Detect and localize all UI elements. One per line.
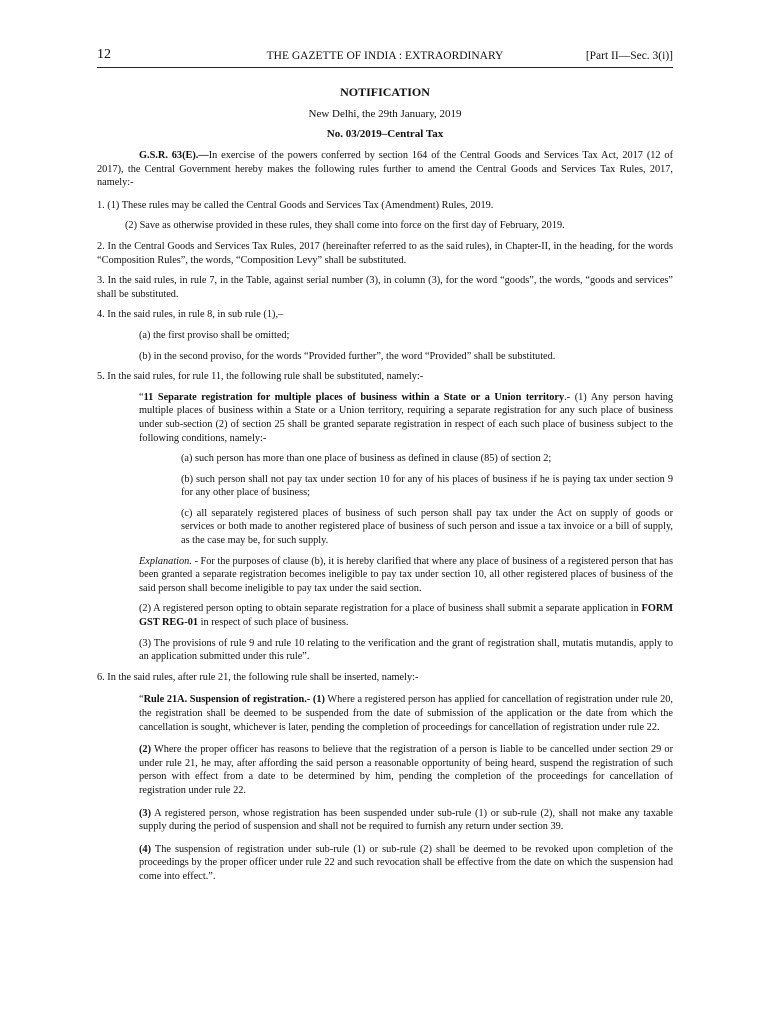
rule-1-1: 1. (1) These rules may be called the Central Goods and Services Tax (Amendment) Rules, 2019.: [97, 199, 494, 211]
subrule-number: (4): [139, 843, 152, 855]
rule-4-b: (b) in the second proviso, for the words “Provided further”, the word “Provided” shall be substituted.: [139, 350, 556, 362]
section-ref: [Part II—Sec. 3(i)]: [585, 50, 673, 62]
rule-21a-2: [97, 743, 673, 797]
rule-11-intro: [97, 391, 673, 445]
explanation-text: - For the purposes of clause (b), it is hereby clarified that where any place of business of a registered person that has been granted a separate registration becomes ineligible to pay tax under section 10, all other registered places of business of the said person shall become ineligible to pay tax under the said section.: [139, 555, 673, 594]
rule-21a-4: [97, 843, 673, 884]
gsr-reference: G.S.R. 63(E).—: [139, 150, 209, 161]
rule-1-2: (2) Save as otherwise provided in these rules, they shall come into force on the first day of February, 2019.: [125, 220, 565, 232]
open-quote: “: [139, 391, 144, 403]
subrule-number: (2): [139, 744, 152, 756]
place-date: New Delhi, the 29th January, 2019: [308, 108, 462, 120]
gazette-page: [97, 48, 673, 884]
subrule-number: (3): [139, 807, 152, 819]
subrule-text: Where the proper officer has reasons to believe that the registration of a person is liable to be cancelled under section 29 or under rule 21, he may, after affording the said person a reasonable opportunity of being heard, suspend the registration of such person with effect from a date to be determined by him, pending the completion of the proceedings for cancellation of registration under rule 22.: [139, 744, 673, 796]
rule-2: 2. In the Central Goods and Services Tax Rules, 2017 (hereinafter referred to as the said rules), in Chapter-II, in the heading, for the words “Composition Rules”, the words, “Composition Levy” shall be substituted.: [97, 240, 673, 266]
rule-11-text: .- (1) Any person having multiple places of business within a State or a Union territory, requiring a separate registration for any such place of business under sub-section (2) of section 25 shall be granted separate registration in respect of each such place of business subject to the following conditions, namely:-: [139, 391, 673, 444]
subrule-text: The suspension of registration under sub-rule (1) or sub-rule (2) shall be deemed to be revoked upon completion of the proceedings by the proper officer under rule 22 and such revocation shall be effective from the date on which the suspension had come into effect.”.: [139, 843, 673, 882]
notification-heading: NOTIFICATION: [340, 85, 430, 99]
rule-11-c: (c) all separately registered places of business of such person shall pay tax under the Act on supply of goods or services or both made to another registered place of business of such person and issue a tax invoice or a bill of supply, as the case may be, for such supply.: [181, 507, 673, 547]
rule-11-title: 11 Separate registration for multiple places of business within a State or a Union territory: [143, 391, 565, 403]
gazette-title: THE GAZETTE OF INDIA : EXTRAORDINARY: [266, 50, 504, 62]
rule-11-2-pre: (2) A registered person opting to obtain separate registration for a place of business shall submit a separate application in: [139, 603, 642, 615]
subrule-number: (1): [312, 694, 325, 706]
rule-21a-title: Rule 21A. Suspension of registration.-: [143, 694, 311, 706]
subrule-text: A registered person, whose registration has been suspended under sub-rule (1) or sub-rule (2), shall not make any taxable supply during the period of suspension and shall not be required to furnish any return under section 39.: [139, 807, 673, 833]
rule-4-a: (a) the first proviso shall be omitted;: [139, 329, 290, 341]
rule-11-2-post: in respect of such place of business.: [198, 617, 349, 629]
rule-11-2: [97, 602, 673, 629]
explanation-label: Explanation.: [139, 555, 192, 567]
rule-3: 3. In the said rules, in rule 7, in the Table, against serial number (3), in column (3), for the word “goods”, the words, “goods and services” shall be substituted.: [97, 275, 673, 300]
preamble-text: In exercise of the powers conferred by section 164 of the Central Goods and Services Tax Act, 2017 (12 of 2017), the Central Government hereby makes the following rules further to amend the Central Goods and Services Tax Rules, 2017, namely:-: [97, 150, 674, 189]
page-number: 12: [97, 47, 111, 62]
form-reference: FORM GST REG-01: [139, 603, 673, 629]
page-header: [97, 48, 673, 66]
rule-6: 6. In the said rules, after rule 21, the following rule shall be inserted, namely:-: [97, 671, 419, 683]
rule-5: 5. In the said rules, for rule 11, the following rule shall be substituted, namely:-: [97, 371, 424, 383]
rule-21a-3: [97, 807, 673, 834]
rule-4: 4. In the said rules, in rule 8, in sub rule (1),–: [97, 309, 284, 321]
rule-11-a: (a) such person has more than one place of business as defined in clause (85) of section 2;: [181, 453, 552, 465]
rule-21a-1: [97, 693, 673, 734]
rule-11-3: (3) The provisions of rule 9 and rule 10 relating to the verification and the grant of registration shall, mutatis mutandis, apply to an application submitted under this rule”.: [139, 637, 673, 663]
preamble: [97, 149, 673, 190]
rule-11-b: (b) such person shall not pay tax under section 10 for any of his places of business if he is paying tax under section 9 for any other place of business;: [181, 473, 673, 499]
rule-11-explanation: [97, 555, 673, 596]
subrule-text: Where a registered person has applied for cancellation of registration under rule 20, the registration shall be deemed to be suspended from the date of submission of the application or the date from which the cancellation is sought, whichever is later, pending the completion of proceedings for cancellation of registration under rule 22.: [139, 694, 673, 733]
header-rule: [97, 67, 673, 68]
open-quote: “: [139, 694, 144, 706]
notification-number: No. 03/2019–Central Tax: [326, 128, 444, 140]
